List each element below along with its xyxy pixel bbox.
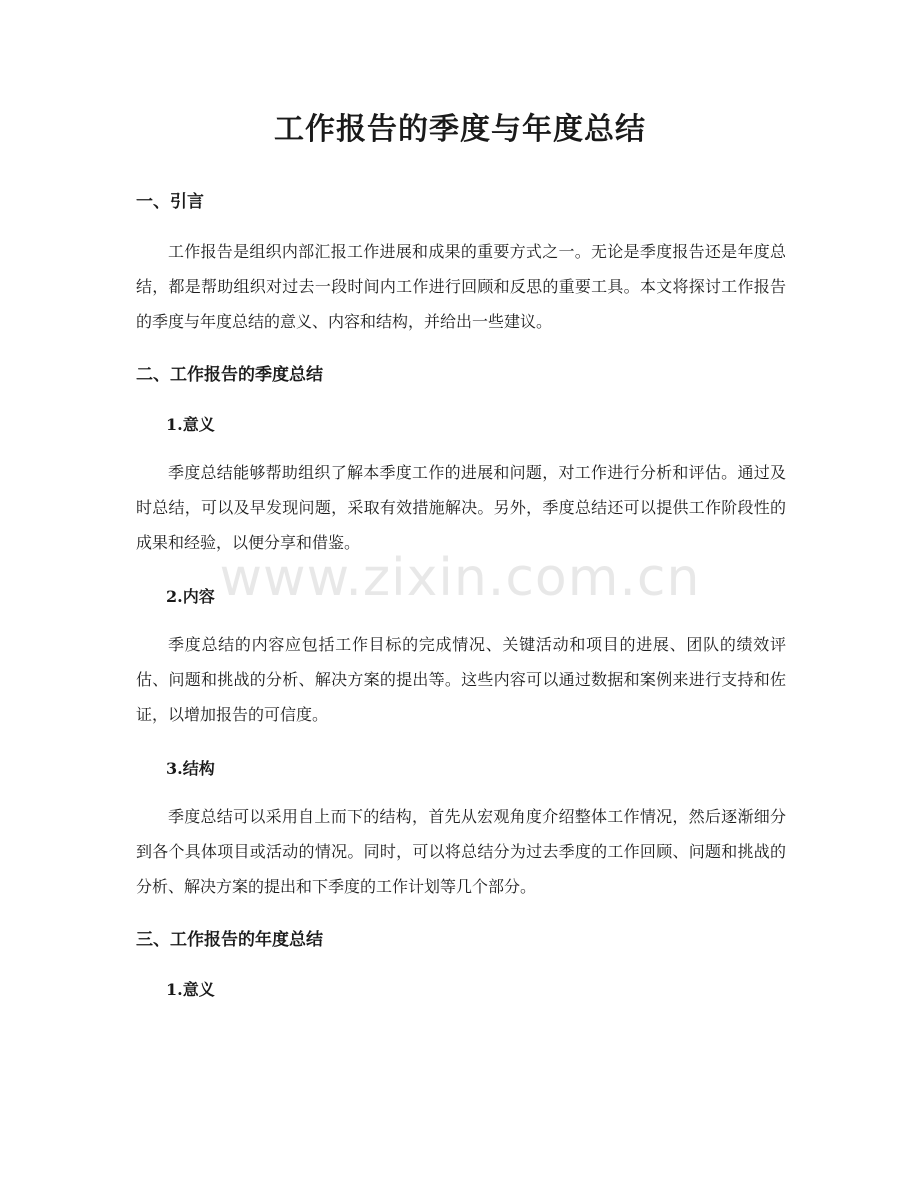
section-heading-quarterly-summary: 二、工作报告的季度总结 — [136, 365, 323, 385]
quarterly-subheading-content: 2.内容 — [166, 587, 215, 606]
section-heading-introduction: 一、引言 — [136, 192, 204, 212]
watermark-text: www.zixin.com.cn — [219, 548, 701, 608]
quarterly-content-paragraph: 季度总结的内容应包括工作目标的完成情况、关键活动和项目的进展、团队的绩效评估、问题和挑战的分析、解决方案的提出等。这些内容可以通过数据和案例来进行支持和佐证，以增加报告的可信度。 — [136, 635, 786, 724]
section-heading-annual-summary: 三、工作报告的年度总结 — [136, 930, 323, 950]
introduction-paragraph: 工作报告是组织内部汇报工作进展和成果的重要方式之一。无论是季度报告还是年度总结，都是帮助组织对过去一段时间内工作进行回顾和反思的重要工具。本文将探讨工作报告的季度与年度总结的意义、内容和结构，并给出一些建议。 — [136, 242, 786, 331]
quarterly-significance-paragraph: 季度总结能够帮助组织了解本季度工作的进展和问题，对工作进行分析和评估。通过及时总结，可以及早发现问题，采取有效措施解决。另外，季度总结还可以提供工作阶段性的成果和经验，以便分享和借鉴。 — [136, 463, 786, 552]
quarterly-subheading-significance: 1.意义 — [166, 415, 215, 434]
quarterly-structure-paragraph: 季度总结可以采用自上而下的结构，首先从宏观角度介绍整体工作情况，然后逐渐细分到各个具体项目或活动的情况。同时，可以将总结分为过去季度的工作回顾、问题和挑战的分析、解决方案的提出和下季度的工作计划等几个部分。 — [136, 807, 786, 896]
document-title: 工作报告的季度与年度总结 — [274, 112, 646, 147]
annual-subheading-significance: 1.意义 — [166, 980, 215, 999]
quarterly-subheading-structure: 3.结构 — [166, 759, 215, 778]
